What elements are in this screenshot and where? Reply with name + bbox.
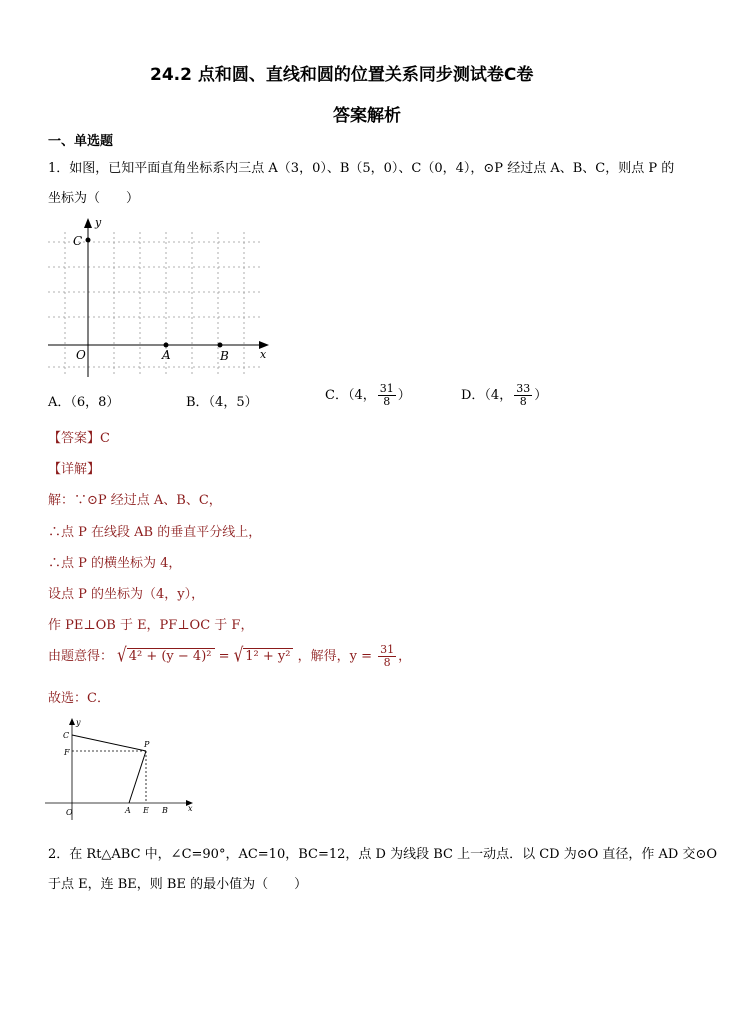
point-b (218, 343, 223, 348)
sqrt-sign-right: √ (233, 643, 244, 667)
q1-stem-line2: 坐标为（ ） (48, 191, 140, 206)
label-a: A (162, 348, 171, 362)
label-o: O (76, 348, 86, 362)
label-o: O (66, 808, 73, 817)
label-b: B (220, 349, 229, 363)
solution-step-2: ∴点 P 在线段 AB 的垂直平分线上， (48, 525, 262, 540)
point-c (86, 238, 91, 243)
segment-pa (129, 751, 146, 803)
point-a (164, 343, 169, 348)
label-e: E (143, 806, 149, 815)
equation-fraction (378, 644, 396, 669)
label-c: C (63, 731, 70, 740)
fraction-numerator: 31 (380, 643, 395, 656)
q1-option-d-suffix: ） (534, 388, 548, 403)
label-x: x (188, 804, 193, 813)
equation-prefix: 由题意得： (48, 649, 114, 664)
solution-step-1: 解：∵⊙P 经过点 A、B、C， (48, 493, 222, 508)
q1-coordinate-figure (40, 212, 280, 382)
q1-option-a: A．（6，8） (48, 395, 120, 410)
q2-stem-line2: 于点 E，连 BE，则 BE 的最小值为（ ） (48, 877, 308, 892)
label-p: P (144, 740, 150, 749)
q1-stem-line1: 1．如图，已知平面直角坐标系内三点 A（3，0）、B（5，0）、C（0，4），⊙P 经过点 A、B、C，则点 P 的 (48, 161, 675, 176)
q1-option-d-fraction (514, 383, 532, 408)
solution-equation (48, 644, 411, 669)
q1-option-d-prefix: D．（4， (461, 388, 513, 403)
q1-option-c-suffix: ） (397, 388, 411, 403)
equation-left-radicand: 4² + (y − 4)² (127, 648, 215, 665)
segment-cp (72, 735, 146, 751)
fraction-denominator: 8 (383, 395, 391, 408)
q1-option-b: B．（4，5） (186, 395, 258, 410)
answer-line (48, 431, 110, 447)
section-heading: 一、单选题 (48, 134, 114, 149)
fraction-denominator: 8 (383, 656, 391, 669)
equation-solve-text: ，解得，y = (297, 649, 372, 664)
answer-value: C (100, 431, 110, 446)
label-x: x (260, 348, 267, 361)
label-y: y (95, 216, 102, 229)
y-axis-arrow (84, 218, 92, 228)
label-y: y (76, 718, 81, 727)
page-title: 24.2 点和圆、直线和圆的位置关系同步测试卷C卷 (150, 65, 534, 85)
fraction-numerator: 31 (379, 382, 394, 395)
answer-label: 【答案】 (48, 431, 101, 446)
equation-right-radicand: 1² + y² (243, 648, 293, 665)
solution-conclusion: 故选：C． (48, 691, 110, 706)
fraction-denominator: 8 (519, 395, 527, 408)
equals-sign: = (218, 649, 230, 664)
detail-label: 【详解】 (48, 462, 101, 477)
q1-option-c-prefix: C．（4， (325, 388, 376, 403)
page-subtitle: 答案解析 (333, 106, 401, 126)
q1-option-c (325, 383, 411, 408)
solution-step-3: ∴点 P 的横坐标为 4， (48, 556, 182, 571)
sqrt-sign-left: √ (117, 643, 127, 667)
fraction-numerator: 33 (516, 382, 531, 395)
q1-solution-figure (40, 715, 205, 825)
equation-end: ， (398, 649, 412, 664)
y-axis-arrow (69, 718, 75, 725)
label-b: B (162, 806, 168, 815)
label-c: C (73, 234, 83, 248)
solution-step-5: 作 PE⊥OB 于 E，PF⊥OC 于 F， (48, 618, 254, 633)
label-f: F (64, 748, 70, 757)
q2-stem-line1: 2．在 Rt△ABC 中，∠C=90°，AC=10，BC=12，点 D 为线段 BC 上一动点．以 CD 为⊙O 直径，作 AD 交⊙O (48, 847, 718, 862)
label-a: A (125, 806, 131, 815)
solution-step-4: 设点 P 的坐标为（4，y）， (48, 587, 205, 602)
q1-option-d (461, 383, 547, 408)
q1-option-c-fraction (378, 383, 396, 408)
